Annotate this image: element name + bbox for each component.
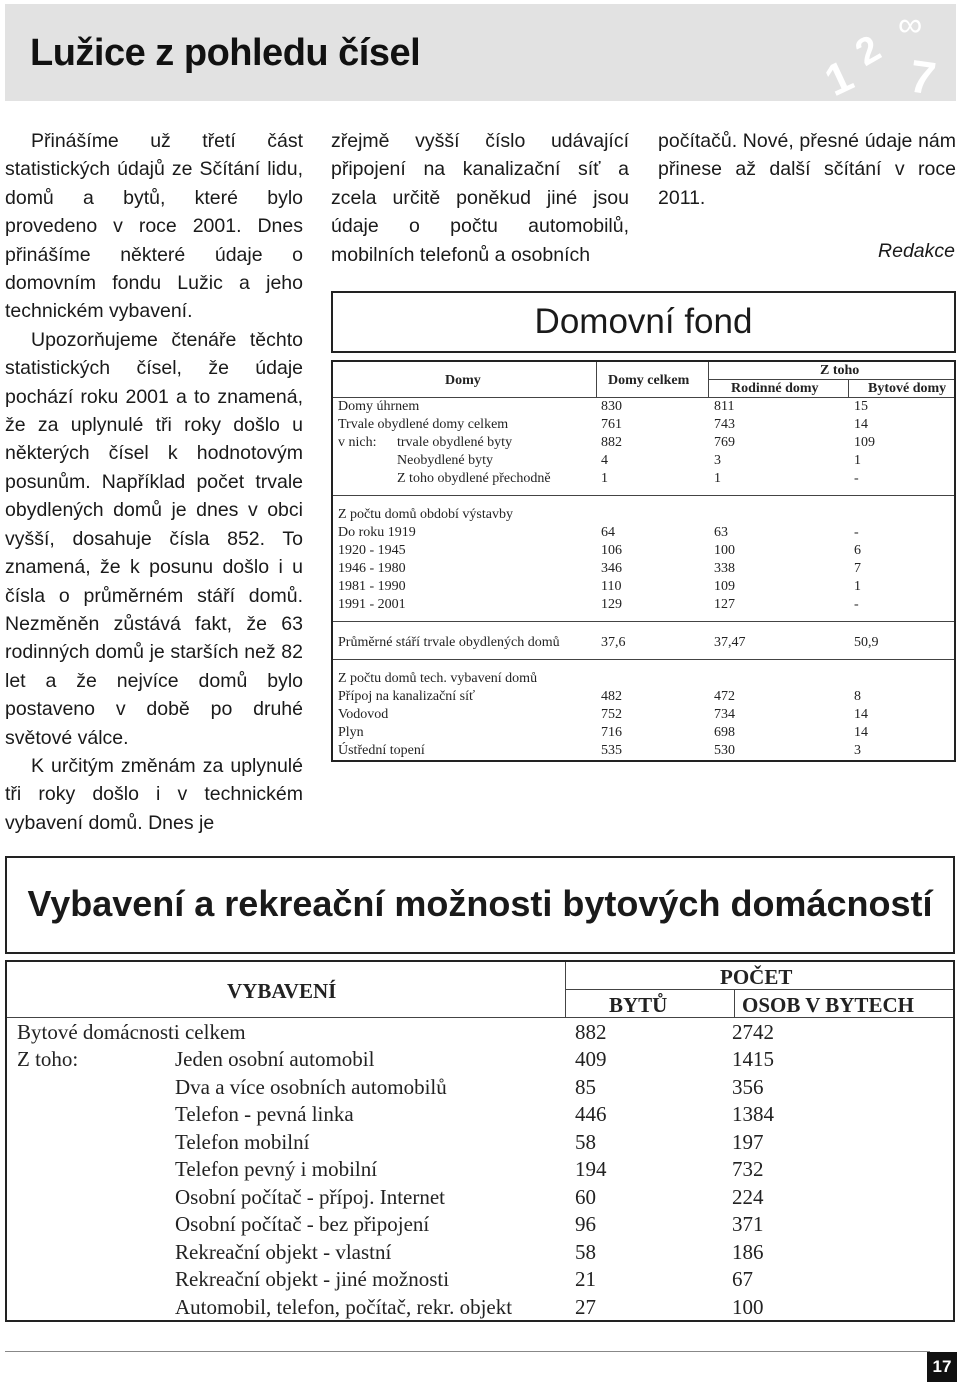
article-column-1 [5,127,303,837]
col-header-bytove: Bytové domy [868,381,947,396]
table-cell-value: 1 [854,579,861,594]
table-cell-value: 194 [575,1157,607,1181]
table-rule [708,362,709,398]
table-cell-value: 64 [601,525,615,540]
table-rule [333,495,954,496]
table-cell-value: 1 [601,471,608,486]
table-cell-value: 100 [732,1295,764,1319]
table-cell-value: 752 [601,707,622,722]
table-cell-value: - [854,525,859,540]
table-cell-value: 15 [854,399,868,414]
table-cell-value: 60 [575,1185,596,1209]
footer-rule [5,1351,930,1352]
col-header-rodinne: Rodinné domy [731,381,819,396]
table-cell-value: 830 [601,399,622,414]
table-cell-label: Průměrné stáří trvale obydlených domů [338,635,560,650]
col-header-osob: OSOB V BYTECH [742,993,914,1017]
table-cell-value: 63 [714,525,728,540]
table-cell-label: 1946 - 1980 [338,561,406,576]
domovni-fond-table [331,360,956,762]
table-cell-label: Z toho obydlené přechodně [397,471,551,486]
vybaveni-title: Vybavení a rekreační možnosti bytových domácností [5,856,955,954]
table-cell-value: 129 [601,597,622,612]
page-number: 17 [927,1352,957,1382]
table-cell-value: 409 [575,1047,607,1071]
table-rule [596,362,597,398]
table-cell-value: 346 [601,561,622,576]
article-paragraph: počítačů. Nové, přesné údaje nám přinese až další sčítání v roce 2011. [658,130,956,209]
table-cell-value: 197 [732,1130,764,1154]
table-cell-label: Osobní počítač - přípoj. Internet [175,1185,446,1209]
table-cell-value: 6 [854,543,861,558]
table-cell-value: 224 [732,1185,764,1209]
article-signature: Redakce [878,240,955,262]
table-cell-label: 1920 - 1945 [338,543,406,558]
table-cell-value: 2742 [732,1020,774,1044]
table-rule [333,621,954,622]
table-cell-value: 110 [601,579,622,594]
table-cell-value: 14 [854,725,868,740]
table-cell-value: 882 [575,1020,607,1044]
page-title: Lužice z pohledu čísel [30,32,421,74]
table-cell-label: Neobydlené byty [397,453,494,468]
table-cell-value: 106 [601,543,622,558]
table-cell-value: 811 [714,399,735,414]
table-cell-label: Plyn [338,725,364,740]
article-column-2 [331,127,629,269]
col-header-z-toho: Z toho [820,363,860,378]
table-cell-value: 67 [732,1267,753,1291]
table-cell-label: trvale obydlené byty [397,435,513,450]
table-cell-value: 7 [854,561,861,576]
table-cell-value: 100 [714,543,735,558]
col-header-bytu: BYTŮ [609,993,668,1017]
table-cell-value: 37,6 [601,635,626,650]
table-cell-value: 8 [854,689,861,704]
table-cell-label: Trvale obydlené domy celkem [338,417,509,432]
table-cell-value: 127 [714,597,735,612]
table-cell-value: 109 [854,435,875,450]
table-cell-value: 769 [714,435,735,450]
table-cell-prefix: v nich: [338,435,377,450]
table-cell-value: 1415 [732,1047,774,1071]
col-header-pocet: POČET [720,965,793,989]
table-section-label: Z počtu domů tech. vybavení domů [338,671,538,686]
table-cell-prefix: Z toho: [17,1047,79,1071]
table-cell-label: Přípoj na kanalizační síť [338,689,475,704]
table-cell-value: 58 [575,1240,596,1264]
article-paragraph: K určitým změnám za uplynulé tři roky došlo i v technickém vybavení domů. Dnes je [5,754,303,834]
table-cell-value: 761 [601,417,622,432]
table-cell-label: Bytové domácnosti celkem [17,1020,246,1044]
table-cell-label: Vodovod [338,707,389,722]
table-section-label: Z počtu domů období výstavby [338,507,513,522]
table-cell-value: 882 [601,435,622,450]
table-cell-label: Telefon mobilní [175,1130,310,1154]
header-bar [5,4,956,106]
table-cell-value: 338 [714,561,735,576]
col-header-vybaveni: VYBAVENÍ [227,979,337,1003]
table-cell-value: 186 [732,1240,764,1264]
decor-infinity: ∞ [898,6,923,44]
table-cell-value: 37,47 [714,635,746,650]
table-cell-value: 85 [575,1075,596,1099]
table-cell-value: - [854,597,859,612]
table-cell-value: 535 [601,743,622,758]
table-cell-label: Do roku 1919 [338,525,416,540]
table-cell-label: Rekreační objekt - vlastní [175,1240,392,1264]
table-cell-value: 21 [575,1267,596,1291]
table-cell-value: 50,9 [854,635,879,650]
table-cell-label: Dva a více osobních automobilů [175,1075,447,1099]
table-cell-label: Jeden osobní automobil [175,1047,375,1071]
table-cell-value: 743 [714,417,735,432]
table-cell-value: 371 [732,1212,764,1236]
table-cell-label: Osobní počítač - bez připojení [175,1212,430,1236]
table-cell-value: 698 [714,725,735,740]
table-cell-value: 27 [575,1295,596,1319]
table-cell-label: Rekreační objekt - jiné možnosti [175,1267,450,1291]
table-cell-label: Telefon pevný i mobilní [175,1157,378,1181]
article-paragraph: Přinášíme už třetí část statistických údajů ze Sčítání lidu, domů a bytů, které bylo provedeno v roce 2001. Dnes přinášíme některé údaje o domovním fondu Lužic a jeho technickém vybavení. [5,130,303,323]
table-cell-value: 4 [601,453,608,468]
col-header-celkem: Domy celkem [608,373,690,388]
table-cell-value: 734 [714,707,735,722]
decor-digit: 7 [906,49,940,105]
table-cell-label: 1991 - 2001 [338,597,406,612]
table-cell-value: 482 [601,689,622,704]
table-cell-value: 1384 [732,1102,774,1126]
table-rule [333,659,954,660]
domovni-fond-title: Domovní fond [331,291,956,353]
article-paragraph: Upozorňujeme čtenáře těchto statistických čísel, že údaje pochází roku 2001 a to znamená, že za uplynulé tři roky došlo u některých čísel k hodnotovým posunům. Například počet trvale obydlených domů je dnes v obci vyšší, dosahuje čísla 852. To znamená, že k posunu došlo i u čísla o průměrném stáří domů. Nezměněn zůstává fakt, že 63 rodinných domů je starších než 82 let a že nejvíce domů bylo postaveno v době po druhé světové válce. [5,328,303,749]
table-cell-label: 1981 - 1990 [338,579,406,594]
table-cell-value: 109 [714,579,735,594]
table-rule [565,962,566,1018]
table-cell-value: 96 [575,1212,596,1236]
table-cell-label: Telefon - pevná linka [175,1102,354,1126]
table-cell-value: 472 [714,689,735,704]
table-cell-value: 1 [854,453,861,468]
table-cell-value: 14 [854,417,868,432]
table-cell-value: 3 [714,453,721,468]
table-cell-value: 1 [714,471,721,486]
table-rule [848,380,849,398]
table-cell-value: 3 [854,743,861,758]
table-cell-value: - [854,471,859,486]
table-cell-value: 14 [854,707,868,722]
table-cell-value: 530 [714,743,735,758]
vybaveni-table [5,960,955,1322]
table-cell-value: 446 [575,1102,607,1126]
table-cell-value: 356 [732,1075,764,1099]
article-paragraph: zřejmě vyšší číslo udávající připojení na kanalizační síť a zcela určitě poněkud jiné jsou údaje o počtu automobilů, mobilních telefonů a osobních [331,130,629,266]
table-cell-label: Domy úhrnem [338,399,420,414]
col-header-domy: Domy [445,373,481,388]
table-cell-value: 716 [601,725,622,740]
table-cell-value: 58 [575,1130,596,1154]
table-cell-value: 732 [732,1157,764,1181]
table-cell-label: Automobil, telefon, počítač, rekr. objekt [175,1295,513,1319]
decor-digit: 2 [848,27,888,75]
article-column-3 [658,127,956,212]
decor-digit: 1 [817,51,861,106]
table-rule [734,990,735,1018]
table-cell-label: Ústřední topení [338,743,425,758]
